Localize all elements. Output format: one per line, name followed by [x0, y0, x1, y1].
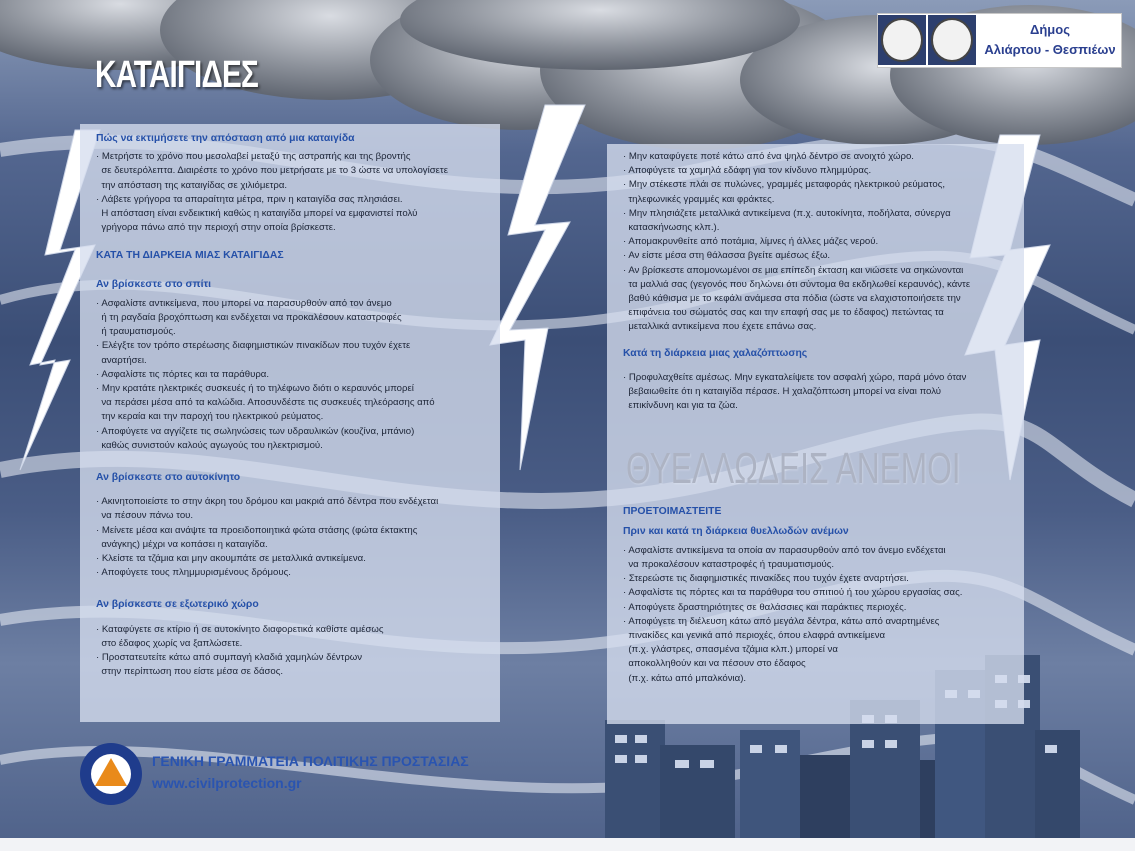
- org-name: ΓΕΝΙΚΗ ΓΡΑΜΜΑΤΕΙΑ ΠΟΛΙΤΙΚΗΣ ΠΡΟΣΤΑΣΙΑΣ: [152, 753, 469, 769]
- list-item: επιφάνεια του σώματός σας και την επαφή σας με το έδαφος) πετώντας τα: [623, 307, 944, 319]
- winds-list: [623, 544, 1012, 686]
- list-item: · Ασφαλίστε αντικείμενα, που μπορεί να παρασυρθούν από τον άνεμο: [96, 297, 392, 309]
- list-item: ανάγκης) μέχρι να κοπάσει η καταιγίδα.: [96, 538, 268, 550]
- list-item: ή τραυματισμούς.: [96, 326, 176, 338]
- home-heading: Αν βρίσκεστε στο σπίτι: [96, 278, 212, 290]
- list-item: τηλεφωνικές γραμμές και φράκτες.: [623, 193, 775, 205]
- distance-list: [96, 150, 488, 235]
- bottom-strip: [0, 838, 1135, 851]
- list-item: · Ασφαλίστε τις πόρτες και τα παράθυρα του σπιτιού ή του χώρου εργασίας σας.: [623, 587, 963, 599]
- list-item: να προκαλέσουν καταστροφές ή τραυματισμούς.: [623, 559, 835, 571]
- list-item: · Αποφύγετε τα χαμηλά εδάφη για τον κίνδυνο πλημμύρας.: [623, 165, 872, 177]
- list-item: · Ακινητοποιείστε το στην άκρη του δρόμου και μακριά από δέντρα που ενδέχεται: [96, 496, 439, 508]
- list-item: σε δευτερόλεπτα. Διαιρέστε το χρόνο που μετρήσατε με το 3 ώστε να υπολογίσετε: [96, 165, 448, 177]
- list-item: · Αποφύγετε τη διέλευση κάτω από μεγάλα δέντρα, κάτω από αναρτημένες: [623, 615, 940, 627]
- outdoor-list: [96, 623, 488, 680]
- page-title-storms: ΚΑΤΑΙΓΙΔΕΣ: [95, 54, 259, 96]
- list-item: · Κλείστε τα τζάμια και μην ακουμπάτε σε μεταλλικά αντικείμενα.: [96, 553, 366, 565]
- coin-icon: [928, 15, 976, 65]
- list-item: · Απομακρυνθείτε από ποτάμια, λίμνες ή άλλες μάζες νερού.: [623, 236, 879, 248]
- list-item: · Μην καταφύγετε ποτέ κάτω από ένα ψηλό δέντρο σε ανοιχτό χώρο.: [623, 151, 914, 162]
- list-item: μεταλλικά αντικείμενα που έχετε επάνω σας.: [623, 321, 817, 333]
- list-item: · Μην κρατάτε ηλεκτρικές συσκευές ή το τηλέφωνο διότι ο κεραυνός μπορεί: [96, 383, 414, 395]
- list-item: βεβαιωθείτε ότι η καταιγίδα πέρασε. Η χαλαζόπτωση μπορεί να είναι πολύ: [623, 386, 942, 398]
- list-item: · Μείνετε μέσα και ανάψτε τα προειδοποιητικά φώτα στάσης (φώτα έκτακτης: [96, 524, 418, 536]
- list-item: κατασκήνωσης κλπ.).: [623, 222, 720, 234]
- outdoor-continued-list: [623, 150, 1012, 335]
- list-item: πινακίδες και γενικά από περιοχές, όπου ελαφρά αντικείμενα: [623, 630, 886, 642]
- list-item: αποκολληθούν και να πέσουν στο έδαφος: [623, 658, 806, 670]
- winds-sub-heading: Πριν και κατά τη διάρκεια θυελλωδών ανέμων: [623, 525, 849, 537]
- list-item: · Προστατευτείτε κάτω από συμπαγή κλαδιά χαμηλών δέντρων: [96, 652, 363, 664]
- list-item: · Ασφαλίστε αντικείμενα τα οποία αν παρασυρθούν από τον άνεμο ενδέχεται: [623, 544, 946, 556]
- prepare-heading: ΠΡΟΕΤΟΙΜΑΣΤΕΙΤΕ: [623, 506, 722, 518]
- distance-heading: Πώς να εκτιμήσετε την απόσταση από μια καταιγίδα: [96, 133, 355, 144]
- list-item: · Μετρήστε το χρόνο που μεσολαβεί μεταξύ της αστραπής και της βροντής: [96, 151, 411, 163]
- car-list: [96, 495, 488, 580]
- during-heading: ΚΑΤΑ ΤΗ ΔΙΑΡΚΕΙΑ ΜΙΑΣ ΚΑΤΑΙΓΙΔΑΣ: [96, 250, 284, 262]
- list-item: · Στερεώστε τις διαφημιστικές πινακίδες που τυχόν έχετε αναρτήσει.: [623, 573, 909, 585]
- municipality-logo: [877, 13, 1122, 68]
- list-item: · Ασφαλίστε τις πόρτες και τα παράθυρα.: [96, 368, 270, 380]
- list-item: αναρτήσει.: [96, 354, 147, 366]
- list-item: (π.χ. γλάστρες, σπασμένα τζάμια κλπ.) μπορεί να: [623, 644, 838, 656]
- car-heading: Αν βρίσκεστε στο αυτοκίνητο: [96, 472, 241, 484]
- list-item: να πέσουν πάνω του.: [96, 510, 194, 522]
- website-link[interactable]: www.civilprotection.gr: [152, 775, 302, 791]
- list-item: την απόσταση της καταιγίδας σε χιλιόμετρα.: [96, 179, 288, 191]
- list-item: στο έδαφος χωρίς να ξαπλώσετε.: [96, 637, 243, 649]
- list-item: επικίνδυνη και για τα ζώα.: [623, 400, 738, 412]
- list-item: · Αν βρίσκεστε απομονωμένοι σε μια επίπεδη έκταση και νιώσετε να σηκώνονται: [623, 264, 964, 276]
- list-item: βαθύ κάθισμα με το κεφάλι ανάμεσα στα πόδια (ώστε να ελαχιστοποιήσετε την: [623, 293, 961, 305]
- list-item: γρήγορα πάνω από την περιοχή στην οποία βρίσκεστε.: [96, 222, 336, 234]
- list-item: · Καταφύγετε σε κτίριο ή σε αυτοκίνητο διαφορετικά καθίστε αμέσως: [96, 623, 384, 635]
- list-item: καθώς συνιστούν καλούς αγωγούς του ηλεκτρισμού.: [96, 439, 323, 451]
- municipality-name: Δήμος Αλιάρτου - Θεσπιέων: [984, 22, 1116, 57]
- right-info-panel: [607, 144, 1024, 724]
- list-item: · Μην πλησιάζετε μεταλλικά αντικείμενα (π.χ. αυτοκίνητα, ποδήλατα, σύνεργα: [623, 207, 951, 219]
- list-item: · Προφυλαχθείτε αμέσως. Μην εγκαταλείψετε τον ασφαλή χώρο, παρά μόνο όταν: [623, 371, 967, 383]
- list-item: · Αν είστε μέσα στη θάλασσα βγείτε αμέσως έξω.: [623, 250, 831, 262]
- list-item: ή τη ραγδαία βροχόπτωση και ενδέχεται να προκαλέσουν καταστροφές: [96, 312, 402, 324]
- list-item: · Ελέγξτε τον τρόπο στερέωσης διαφημιστικών πινακίδων που τυχόν έχετε: [96, 340, 411, 352]
- list-item: (π.χ. κάτω από μπαλκόνια).: [623, 672, 747, 684]
- coin-icon: [878, 15, 926, 65]
- civil-protection-logo: [80, 743, 142, 805]
- triangle-icon: [95, 758, 127, 786]
- list-item: τα μαλλιά σας (γεγονός που δηλώνει ότι σύντομα θα εκδηλωθεί κεραυνός), κάντε: [623, 278, 971, 290]
- list-item: · Μην στέκεστε πλάι σε πυλώνες, γραμμές μεταφοράς ηλεκτρικού ρεύματος,: [623, 179, 945, 191]
- list-item: · Αποφύγετε τους πλημμυρισμένους δρόμους.: [96, 567, 291, 579]
- list-item: να περάσει μέσα από τα καλώδια. Αποσυνδέστε τις συσκευές τηλεόρασης από: [96, 397, 435, 409]
- outdoor-heading: Αν βρίσκεστε σε εξωτερικό χώρο: [96, 599, 259, 611]
- list-item: · Λάβετε γρήγορα τα απαραίτητα μέτρα, πριν η καταιγίδα σας πλησιάσει.: [96, 193, 403, 205]
- home-list: [96, 297, 488, 453]
- list-item: Η απόσταση είναι ενδεικτική καθώς η καταιγίδα μπορεί να εμφανιστεί πολύ: [96, 208, 418, 220]
- hail-list: [623, 371, 1012, 414]
- list-item: την κεραία και την παροχή του ηλεκτρικού ρεύματος.: [96, 411, 324, 423]
- left-info-panel: [80, 124, 500, 722]
- list-item: στην περίπτωση που είστε μέσα σε δάσος.: [96, 666, 284, 678]
- list-item: · Αποφύγετε να αγγίζετε τις σωληνώσεις των υδραυλικών (κουζίνα, μπάνιο): [96, 425, 415, 437]
- hail-heading: Κατά τη διάρκεια μιας χαλαζόπτωσης: [623, 347, 808, 359]
- list-item: · Αποφύγετε δραστηριότητες σε θαλάσσιες και παράκτιες περιοχές.: [623, 601, 907, 613]
